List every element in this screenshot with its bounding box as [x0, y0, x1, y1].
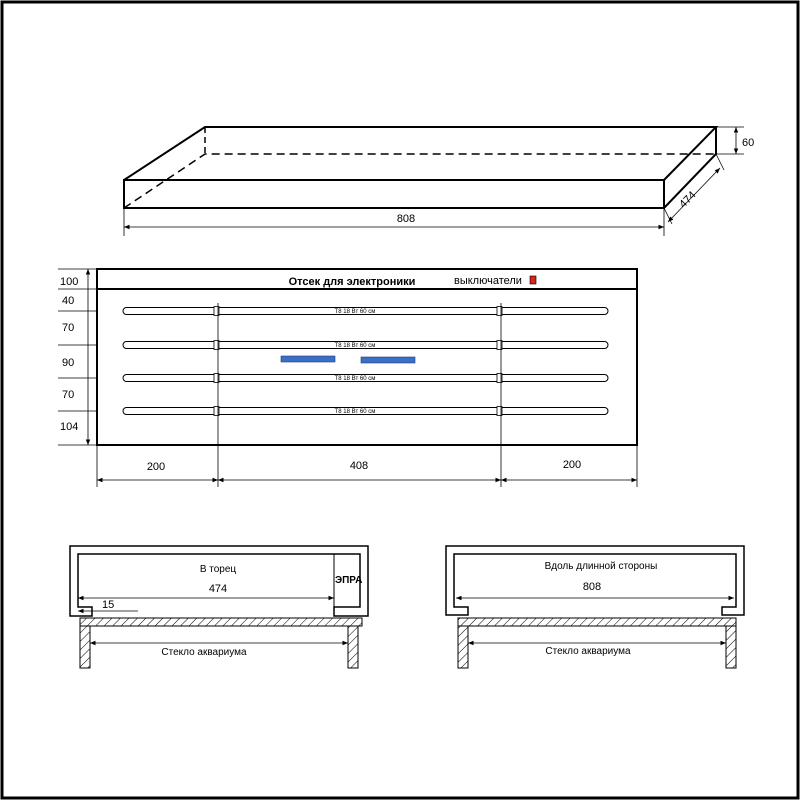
lamp-label-2: Т8 18 Вт 60 см: [334, 343, 376, 349]
long-width-label: 808: [582, 581, 602, 593]
end-glass-wall-right: [348, 626, 358, 668]
end-glass-label: Стекло аквариума: [161, 647, 247, 658]
front-panel-view: [58, 269, 637, 487]
ballast-block-left: [281, 356, 335, 362]
dim-bottom-middle-label: 408: [349, 460, 369, 472]
dim-left-label-5: 70: [62, 389, 75, 401]
section-long-view: [446, 546, 744, 668]
lamp-label-1: Т8 18 Вт 60 см: [334, 309, 376, 315]
dim-length-label: 808: [396, 213, 416, 225]
dim-bottom-left-label: 200: [146, 461, 166, 473]
isometric-lid-view: [124, 127, 754, 236]
electronics-compartment-title: Отсек для электроники: [288, 276, 416, 288]
lamp-label-4: Т8 18 Вт 60 см: [334, 409, 376, 415]
switches-label: выключатели: [454, 275, 522, 287]
drawing-frame: [2, 2, 798, 798]
dim-left-label-4: 90: [62, 357, 75, 369]
end-inset-label: 15: [102, 599, 115, 611]
dim-left-label-1: 100: [60, 276, 79, 288]
section-end-view: [70, 546, 368, 668]
dim-depth-label: 474: [677, 189, 699, 211]
lid-front-face: [124, 180, 664, 208]
end-caption: В торец: [199, 564, 237, 575]
long-glass-top-hatch: [458, 618, 736, 626]
long-glass-wall-right: [726, 626, 736, 668]
end-glass-wall-left: [80, 626, 90, 668]
long-glass-label: Стекло аквариума: [545, 646, 631, 657]
dim-left-label-6: 104: [60, 421, 79, 433]
end-lid-profile: [70, 546, 368, 616]
switch-indicator-icon: [530, 276, 536, 284]
long-caption: Вдоль длинной стороны: [544, 561, 658, 572]
end-ballast-label: ЭПРА: [335, 575, 363, 586]
dim-bottom-right-label: 200: [562, 459, 582, 471]
ballast-block-right: [361, 357, 415, 363]
dim-left-label-2: 40: [62, 295, 75, 307]
long-glass-wall-left: [458, 626, 468, 668]
end-width-label: 474: [208, 583, 228, 595]
lamp-label-3: Т8 18 Вт 60 см: [334, 376, 376, 382]
dim-left-label-3: 70: [62, 322, 75, 334]
end-glass-top-hatch: [80, 618, 362, 626]
dim-height-label: 60: [742, 137, 755, 149]
